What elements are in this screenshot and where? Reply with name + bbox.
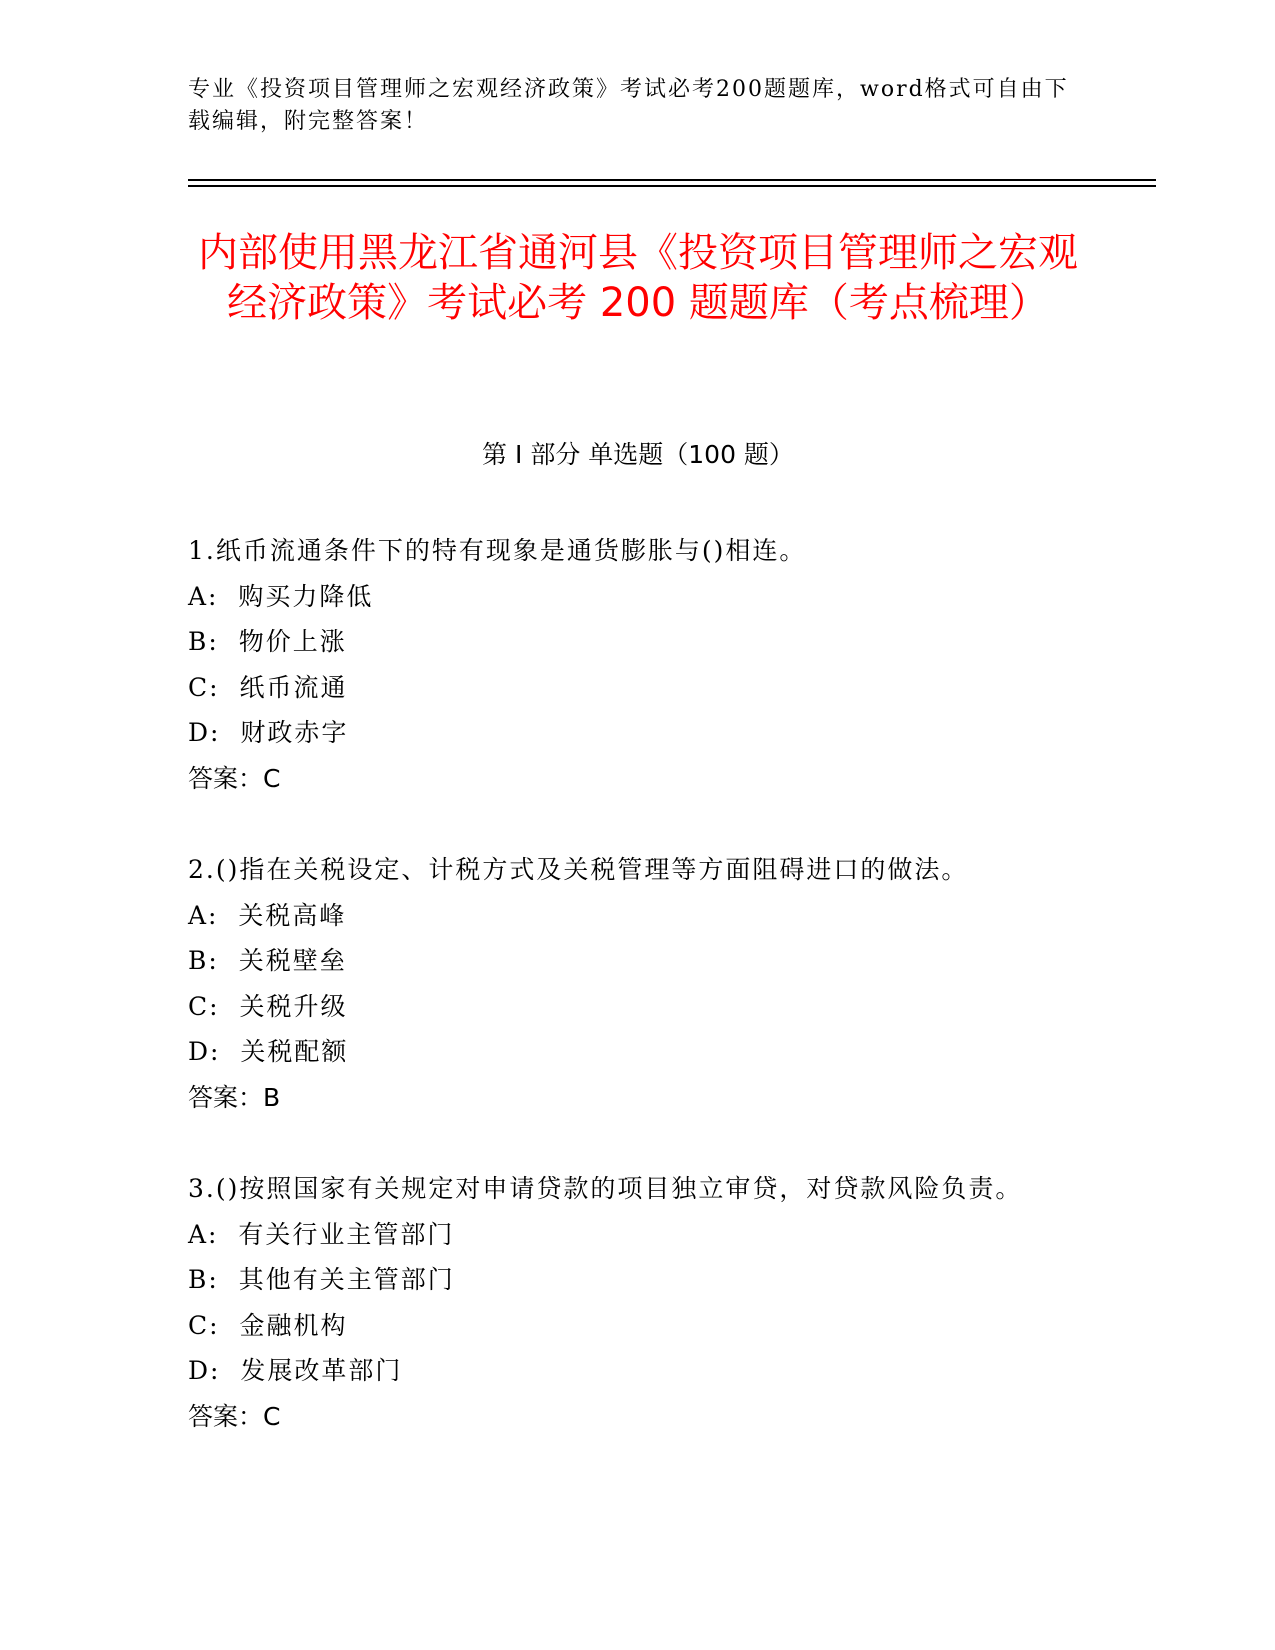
question-stem: 3.()按照国家有关规定对申请贷款的项目独立审贷，对贷款风险负责。: [188, 1174, 1023, 1203]
question-3: [188, 1166, 1068, 1439]
option-c: C: 关税升级: [188, 991, 348, 1021]
section-title: 第 I 部分 单选题（100 题）: [482, 440, 794, 469]
header-divider-bottom: [188, 185, 1156, 187]
option-a: A: 关税高峰: [188, 900, 347, 930]
option-d: D: 发展改革部门: [188, 1356, 403, 1385]
option-b: B: 物价上涨: [188, 627, 347, 656]
option-c: C: 纸币流通: [188, 672, 348, 702]
question-stem: 2.()指在关税设定、计税方式及关税管理等方面阻碍进口的做法。: [188, 855, 969, 884]
option-d: D: 关税配额: [188, 1037, 349, 1066]
question-stem: 1.纸币流通条件下的特有现象是通货膨胀与()相连。: [188, 536, 807, 565]
option-d: D: 财政赤字: [188, 718, 349, 747]
answer: 答案：B: [188, 1082, 281, 1112]
document-title: 内部使用黑龙江省通河县《投资项目管理师之宏观经济政策》考试必考 200 题题库（考点梳理）: [198, 230, 1078, 326]
option-a: A: 有关行业主管部门: [188, 1219, 455, 1249]
option-b: B: 其他有关主管部门: [188, 1265, 455, 1294]
option-c: C: 金融机构: [188, 1310, 348, 1340]
question-2: [188, 847, 1068, 1120]
option-a: A: 购买力降低: [188, 581, 374, 611]
header-note: 专业《投资项目管理师之宏观经济政策》考试必考200题题库，word格式可自由下载编辑，附完整答案！: [188, 77, 1069, 134]
answer: 答案：C: [188, 763, 281, 793]
option-b: B: 关税壁垒: [188, 946, 347, 975]
header-divider-top: [188, 179, 1156, 181]
answer: 答案：C: [188, 1401, 281, 1431]
question-1: [188, 528, 1068, 801]
